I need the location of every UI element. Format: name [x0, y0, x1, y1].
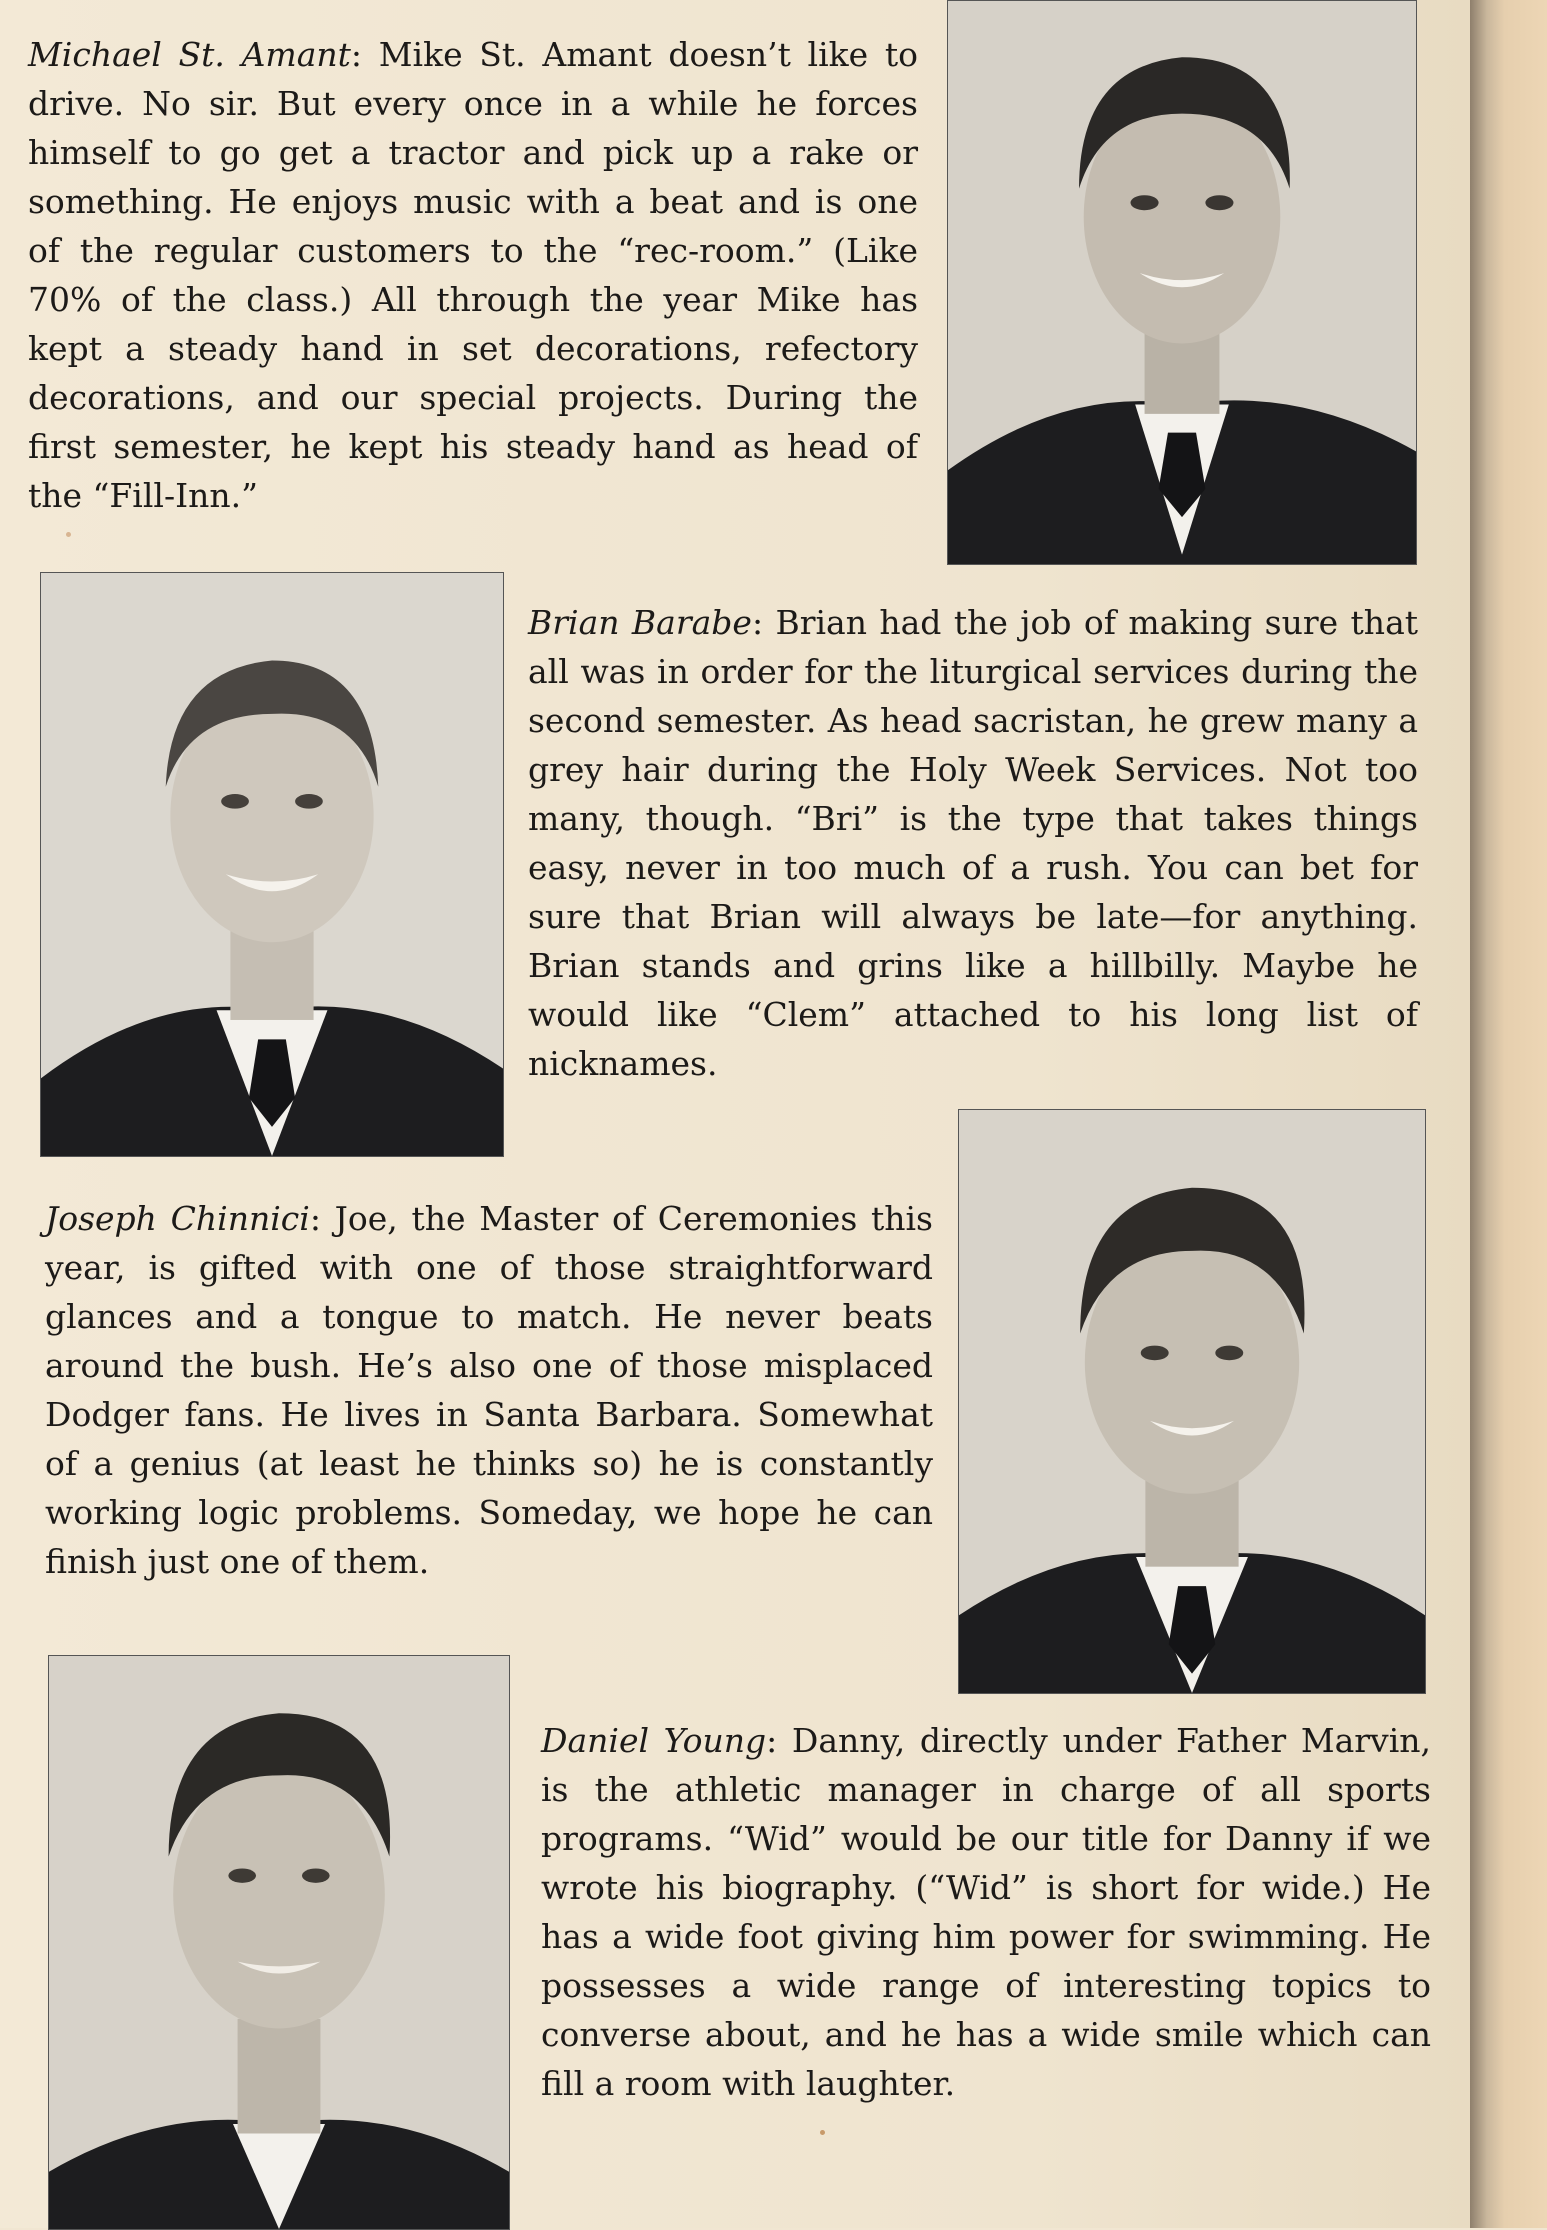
- bio-text: Joe, the Master of Ceremonies this year, is gifted with one of those straightforward glances and a tongue to match. He never beats around the bush. He’s also one of those misplaced Dodger fans. He lives in Santa Barbara. Somewhat of a genius (at least he thinks so) he is constantly working logic problems. Someday, we hope he can finish just one of them.: [45, 1199, 933, 1581]
- name-separator: :: [309, 1199, 335, 1238]
- bio-daniel-young: [541, 1716, 1431, 2108]
- portrait-photo-michael-st-amant: [947, 0, 1417, 565]
- name-separator: :: [766, 1721, 792, 1760]
- bio-text: Mike St. Amant doesn’t like to drive. No sir. But every once in a while he forces himself to go get a tractor and pick up a rake or something. He enjoys music with a beat and is one of the regular customers to the “rec-room.” (Like 70% of the class.) All through the year Mike has kept a steady hand in set decorations, refectory decorations, and our special projects. During the first semester, he kept his steady hand as head of the “Fill-Inn.”: [28, 35, 918, 515]
- student-name: Brian Barabe: [528, 603, 752, 642]
- bio-text: Brian had the job of making sure that all was in order for the liturgical services during the second semester. As head sacristan, he grew many a grey hair during the Holy Week Services. Not too many, though. “Bri” is the type that takes things easy, never in too much of a rush. You can bet for sure that Brian will always be late—for anything. Brian stands and grins like a hillbilly. Maybe he would like “Clem” attached to his long list of nicknames.: [528, 603, 1418, 1083]
- book-spine-edge: [1470, 0, 1547, 2228]
- bio-text: Danny, directly under Father Marvin, is the athletic manager in charge of all sports programs. “Wid” would be our title for Danny if we wrote his biography. (“Wid” is short for wide.) He has a wide foot giving him power for swimming. He possesses a wide range of interesting topics to converse about, and he has a wide smile which can fill a room with laughter.: [541, 1721, 1432, 2103]
- paper-speck: [820, 2130, 825, 2135]
- portrait-photo-daniel-young: [48, 1655, 510, 2230]
- name-separator: :: [751, 603, 776, 642]
- student-name: Joseph Chinnici: [45, 1199, 310, 1238]
- paper-speck: [66, 532, 71, 537]
- portrait-photo-joseph-chinnici: [958, 1109, 1426, 1694]
- bio-michael-st-amant: [28, 30, 918, 520]
- student-name: Daniel Young: [541, 1721, 767, 1760]
- portrait-photo-brian-barabe: [40, 572, 504, 1157]
- bio-joseph-chinnici: [45, 1194, 933, 1586]
- bio-brian-barabe: [528, 598, 1418, 1088]
- student-name: Michael St. Amant: [28, 35, 351, 74]
- name-separator: :: [350, 35, 379, 74]
